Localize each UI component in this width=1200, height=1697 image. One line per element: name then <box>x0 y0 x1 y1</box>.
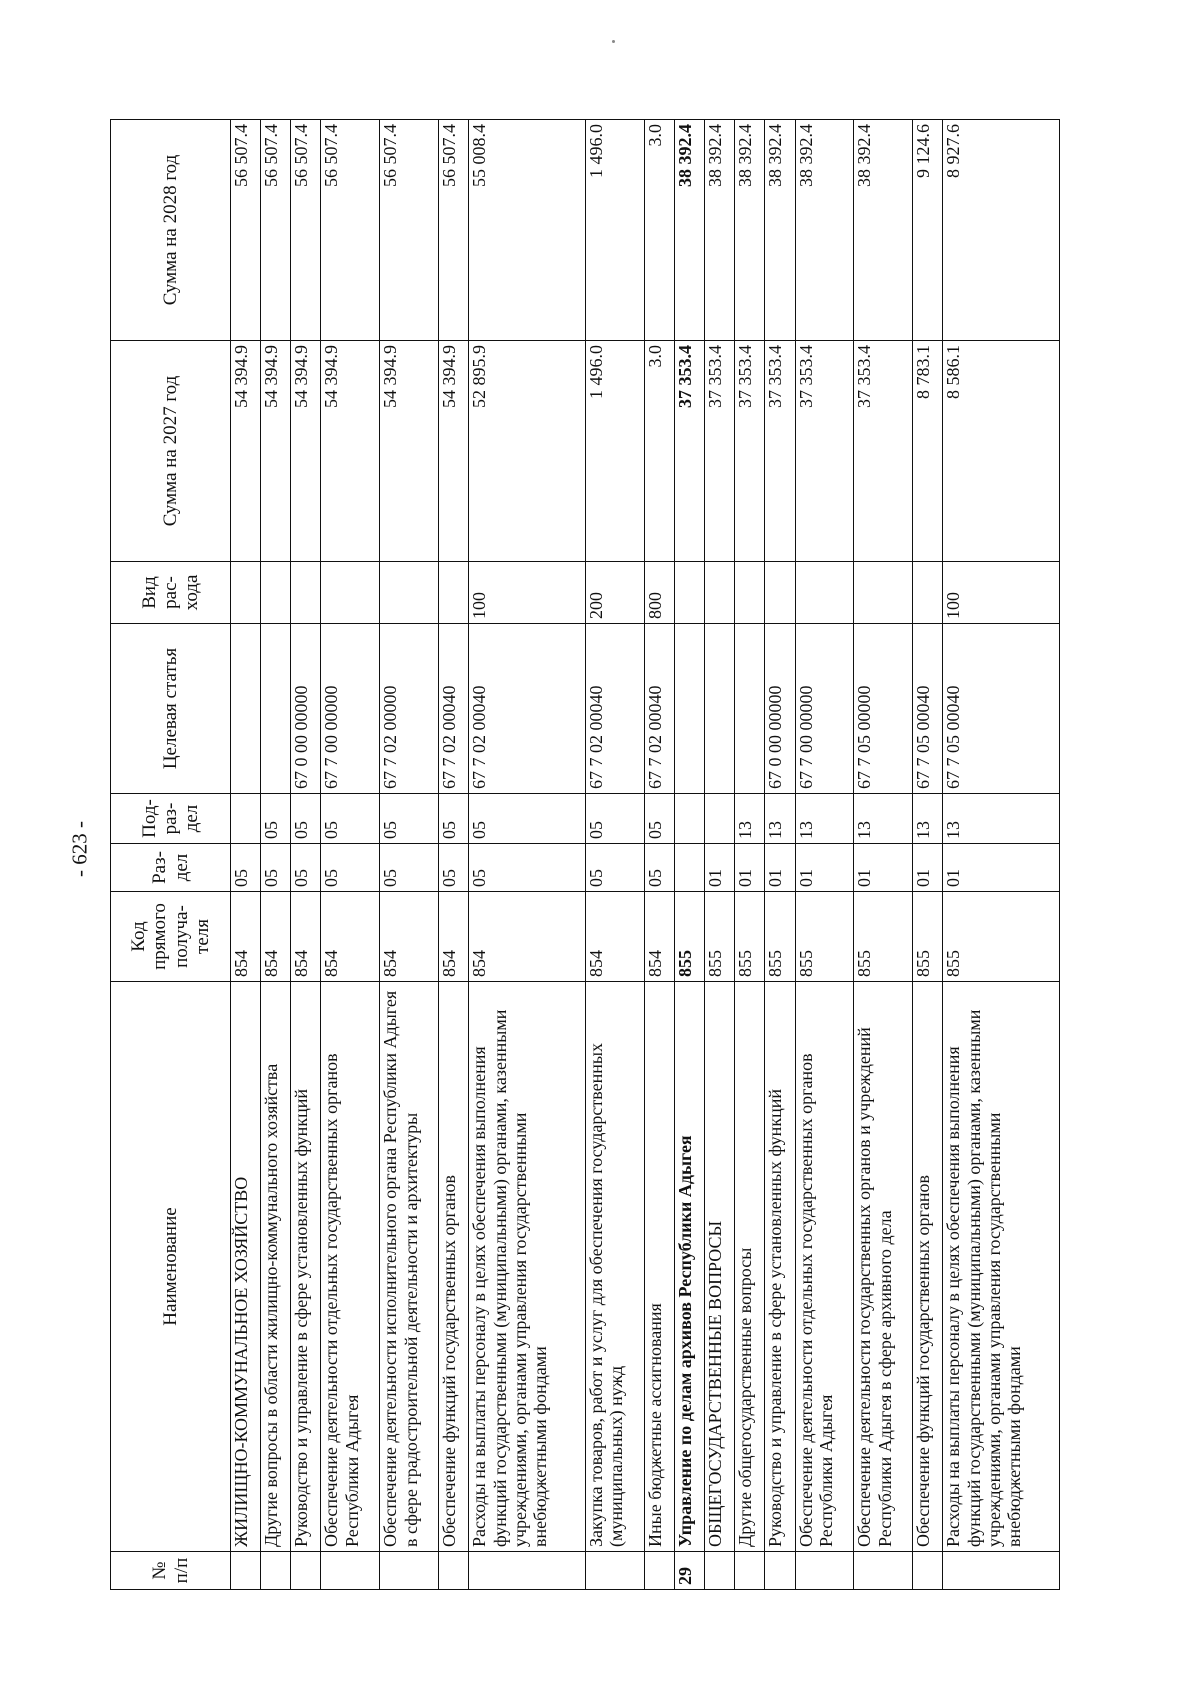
cell-sum-2028: 38 392.4 <box>735 120 765 341</box>
cell-target-article: 67 0 00 00000 <box>291 624 321 794</box>
cell-target-article: 67 7 00 00000 <box>321 624 380 794</box>
cell-section: 05 <box>469 844 585 892</box>
cell-subsection <box>705 794 735 844</box>
cell-target-article <box>231 624 261 794</box>
cell-sum-2027: 3.0 <box>644 341 674 562</box>
cell-no <box>261 1552 291 1590</box>
cell-subsection: 13 <box>765 794 795 844</box>
cell-sum-2027: 1 496.0 <box>585 341 644 562</box>
cell-recipient-code: 855 <box>674 892 704 982</box>
table-row <box>321 120 380 1590</box>
table-row <box>943 120 1060 1590</box>
cell-target-article: 67 7 05 00040 <box>913 624 943 794</box>
cell-section: 01 <box>854 844 913 892</box>
cell-target-article: 67 7 02 00040 <box>585 624 644 794</box>
cell-sum-2028: 3.0 <box>644 120 674 341</box>
cell-section: 01 <box>705 844 735 892</box>
cell-expense-type <box>795 562 854 624</box>
cell-section: 01 <box>795 844 854 892</box>
cell-subsection: 13 <box>943 794 1060 844</box>
cell-sum-2027: 37 353.4 <box>735 341 765 562</box>
cell-recipient-code: 855 <box>795 892 854 982</box>
cell-no <box>231 1552 261 1590</box>
cell-sum-2027: 37 353.4 <box>854 341 913 562</box>
header-name: Наименование <box>111 982 231 1552</box>
cell-subsection: 05 <box>585 794 644 844</box>
table-row <box>261 120 291 1590</box>
table-row <box>795 120 854 1590</box>
cell-subsection: 05 <box>380 794 439 844</box>
cell-no <box>585 1552 644 1590</box>
cell-recipient-code: 854 <box>439 892 469 982</box>
cell-name: Расходы на выплаты персоналу в целях обеспечения выполнения функций государственными (муниципальными) органами, казенными учреждениями, органами управления государственными внебюджетными фондами <box>943 982 1060 1552</box>
cell-expense-type <box>765 562 795 624</box>
cell-sum-2028: 1 496.0 <box>585 120 644 341</box>
cell-recipient-code: 854 <box>380 892 439 982</box>
cell-target-article: 67 7 02 00040 <box>439 624 469 794</box>
cell-section: 05 <box>291 844 321 892</box>
cell-subsection: 13 <box>854 794 913 844</box>
table-row <box>231 120 261 1590</box>
cell-no <box>291 1552 321 1590</box>
cell-expense-type <box>439 562 469 624</box>
table-row <box>585 120 644 1590</box>
cell-subsection: 05 <box>291 794 321 844</box>
cell-target-article: 67 7 02 00040 <box>469 624 585 794</box>
header-sum-2028: Сумма на 2028 год <box>111 120 231 341</box>
cell-expense-type: 800 <box>644 562 674 624</box>
cell-expense-type <box>321 562 380 624</box>
cell-name: Управление по делам архивов Республики Адыгея <box>674 982 704 1552</box>
cell-section: 05 <box>231 844 261 892</box>
cell-sum-2028: 56 507.4 <box>291 120 321 341</box>
cell-name: Руководство и управление в сфере установленных функций <box>291 982 321 1552</box>
cell-expense-type <box>854 562 913 624</box>
cell-recipient-code: 854 <box>321 892 380 982</box>
cell-sum-2028: 38 392.4 <box>795 120 854 341</box>
cell-recipient-code: 855 <box>735 892 765 982</box>
cell-no <box>735 1552 765 1590</box>
cell-sum-2028: 38 392.4 <box>765 120 795 341</box>
cell-sum-2027: 37 353.4 <box>705 341 735 562</box>
cell-name: Обеспечение функций государственных органов <box>913 982 943 1552</box>
cell-subsection: 13 <box>913 794 943 844</box>
cell-target-article: 67 7 00 00000 <box>795 624 854 794</box>
cell-section: 01 <box>735 844 765 892</box>
cell-no <box>795 1552 854 1590</box>
cell-section: 05 <box>439 844 469 892</box>
cell-name: ОБЩЕГОСУДАРСТВЕННЫЕ ВОПРОСЫ <box>705 982 735 1552</box>
cell-recipient-code: 854 <box>291 892 321 982</box>
cell-section <box>674 844 704 892</box>
cell-subsection: 05 <box>469 794 585 844</box>
cell-expense-type <box>674 562 704 624</box>
cell-name: Руководство и управление в сфере установленных функций <box>765 982 795 1552</box>
cell-sum-2027: 54 394.9 <box>439 341 469 562</box>
cell-no: 29 <box>674 1552 704 1590</box>
table-row <box>380 120 439 1590</box>
cell-sum-2028: 8 927.6 <box>943 120 1060 341</box>
cell-target-article: 67 7 05 00000 <box>854 624 913 794</box>
cell-section: 01 <box>943 844 1060 892</box>
table-row <box>644 120 674 1590</box>
cell-target-article: 67 0 00 00000 <box>765 624 795 794</box>
table-row <box>854 120 913 1590</box>
header-recipient-code: Код прямого получа-теля <box>111 892 231 982</box>
cell-sum-2027: 54 394.9 <box>291 341 321 562</box>
cell-recipient-code: 854 <box>469 892 585 982</box>
table-row <box>439 120 469 1590</box>
cell-target-article <box>705 624 735 794</box>
header-section: Раз-дел <box>111 844 231 892</box>
cell-sum-2028: 9 124.6 <box>913 120 943 341</box>
table-body <box>231 120 1060 1590</box>
cell-expense-type <box>705 562 735 624</box>
cell-expense-type: 100 <box>469 562 585 624</box>
cell-no <box>380 1552 439 1590</box>
cell-name: Обеспечение деятельности исполнительного органа Республики Адыгея в сфере градостроительной деятельности и архитектуры <box>380 982 439 1552</box>
cell-expense-type <box>380 562 439 624</box>
cell-sum-2028: 56 507.4 <box>231 120 261 341</box>
cell-recipient-code: 854 <box>261 892 291 982</box>
cell-recipient-code: 855 <box>765 892 795 982</box>
table-row <box>291 120 321 1590</box>
cell-subsection: 05 <box>439 794 469 844</box>
cell-recipient-code: 854 <box>644 892 674 982</box>
table-header <box>111 120 231 1590</box>
cell-sum-2028: 56 507.4 <box>380 120 439 341</box>
table-row <box>674 120 704 1590</box>
cell-target-article: 67 7 02 00000 <box>380 624 439 794</box>
cell-sum-2027: 8 783.1 <box>913 341 943 562</box>
cell-name: Иные бюджетные ассигнования <box>644 982 674 1552</box>
cell-section: 01 <box>913 844 943 892</box>
cell-recipient-code: 855 <box>943 892 1060 982</box>
cell-sum-2027: 37 353.4 <box>674 341 704 562</box>
cell-sum-2028: 56 507.4 <box>321 120 380 341</box>
cell-name: Расходы на выплаты персоналу в целях обеспечения выполнения функций государственными (муниципальными) органами, казенными учреждениями, органами управления государственными внебюджетными фондами <box>469 982 585 1552</box>
table-row <box>735 120 765 1590</box>
header-target-article: Целевая статья <box>111 624 231 794</box>
cell-sum-2027: 54 394.9 <box>231 341 261 562</box>
cell-sum-2027: 54 394.9 <box>380 341 439 562</box>
header-subsection: Под-раз-дел <box>111 794 231 844</box>
cell-target-article <box>674 624 704 794</box>
cell-recipient-code: 855 <box>913 892 943 982</box>
cell-target-article <box>735 624 765 794</box>
header-expense-type: Вид рас-хода <box>111 562 231 624</box>
cell-section: 05 <box>380 844 439 892</box>
cell-sum-2028: 56 507.4 <box>439 120 469 341</box>
cell-section: 05 <box>261 844 291 892</box>
cell-sum-2028: 55 008.4 <box>469 120 585 341</box>
cell-sum-2028: 56 507.4 <box>261 120 291 341</box>
cell-subsection <box>231 794 261 844</box>
cell-recipient-code: 855 <box>705 892 735 982</box>
table-row <box>469 120 585 1590</box>
cell-no <box>469 1552 585 1590</box>
table-row <box>765 120 795 1590</box>
cell-no <box>439 1552 469 1590</box>
cell-expense-type: 100 <box>943 562 1060 624</box>
cell-expense-type <box>291 562 321 624</box>
cell-sum-2027: 37 353.4 <box>795 341 854 562</box>
cell-target-article <box>261 624 291 794</box>
cell-name: Обеспечение деятельности отдельных государственных органов Республики Адыгея <box>795 982 854 1552</box>
cell-subsection: 13 <box>795 794 854 844</box>
table-row <box>705 120 735 1590</box>
cell-no <box>705 1552 735 1590</box>
cell-expense-type: 200 <box>585 562 644 624</box>
cell-subsection: 05 <box>261 794 291 844</box>
cell-section: 05 <box>585 844 644 892</box>
cell-subsection: 05 <box>644 794 674 844</box>
cell-section: 05 <box>321 844 380 892</box>
cell-no <box>644 1552 674 1590</box>
cell-name: Закупка товаров, работ и услуг для обеспечения государственных (муниципальных) нужд <box>585 982 644 1552</box>
table-row <box>913 120 943 1590</box>
cell-section: 05 <box>644 844 674 892</box>
cell-target-article: 67 7 05 00040 <box>943 624 1060 794</box>
cell-name: Другие общегосударственные вопросы <box>735 982 765 1552</box>
cell-no <box>913 1552 943 1590</box>
budget-table <box>110 119 1060 1590</box>
cell-target-article: 67 7 02 00040 <box>644 624 674 794</box>
cell-sum-2028: 38 392.4 <box>854 120 913 341</box>
cell-recipient-code: 854 <box>231 892 261 982</box>
cell-sum-2027: 54 394.9 <box>261 341 291 562</box>
cell-subsection: 05 <box>321 794 380 844</box>
cell-expense-type <box>261 562 291 624</box>
header-no: № п/п <box>111 1552 231 1590</box>
cell-sum-2027: 37 353.4 <box>765 341 795 562</box>
cell-sum-2027: 54 394.9 <box>321 341 380 562</box>
cell-name: Обеспечение деятельности государственных органов и учреждений Республики Адыгея в сфере архивного дела <box>854 982 913 1552</box>
cell-subsection: 13 <box>735 794 765 844</box>
cell-name: Другие вопросы в области жилищно-коммунального хозяйства <box>261 982 291 1552</box>
cell-expense-type <box>735 562 765 624</box>
cell-name: Обеспечение функций государственных органов <box>439 982 469 1552</box>
cell-sum-2028: 38 392.4 <box>674 120 704 341</box>
cell-no <box>854 1552 913 1590</box>
cell-no <box>765 1552 795 1590</box>
header-sum-2027: Сумма на 2027 год <box>111 341 231 562</box>
rotated-page-content <box>110 120 1060 1590</box>
cell-sum-2028: 38 392.4 <box>705 120 735 341</box>
page-number: - 623 - <box>67 821 92 877</box>
cell-expense-type <box>913 562 943 624</box>
cell-sum-2027: 52 895.9 <box>469 341 585 562</box>
cell-sum-2027: 8 586.1 <box>943 341 1060 562</box>
cell-subsection <box>674 794 704 844</box>
cell-section: 01 <box>765 844 795 892</box>
scan-speck <box>612 40 615 43</box>
cell-name: ЖИЛИЩНО-КОММУНАЛЬНОЕ ХОЗЯЙСТВО <box>231 982 261 1552</box>
cell-name: Обеспечение деятельности отдельных государственных органов Республики Адыгея <box>321 982 380 1552</box>
cell-recipient-code: 854 <box>585 892 644 982</box>
cell-expense-type <box>231 562 261 624</box>
cell-no <box>321 1552 380 1590</box>
cell-no <box>943 1552 1060 1590</box>
cell-recipient-code: 855 <box>854 892 913 982</box>
